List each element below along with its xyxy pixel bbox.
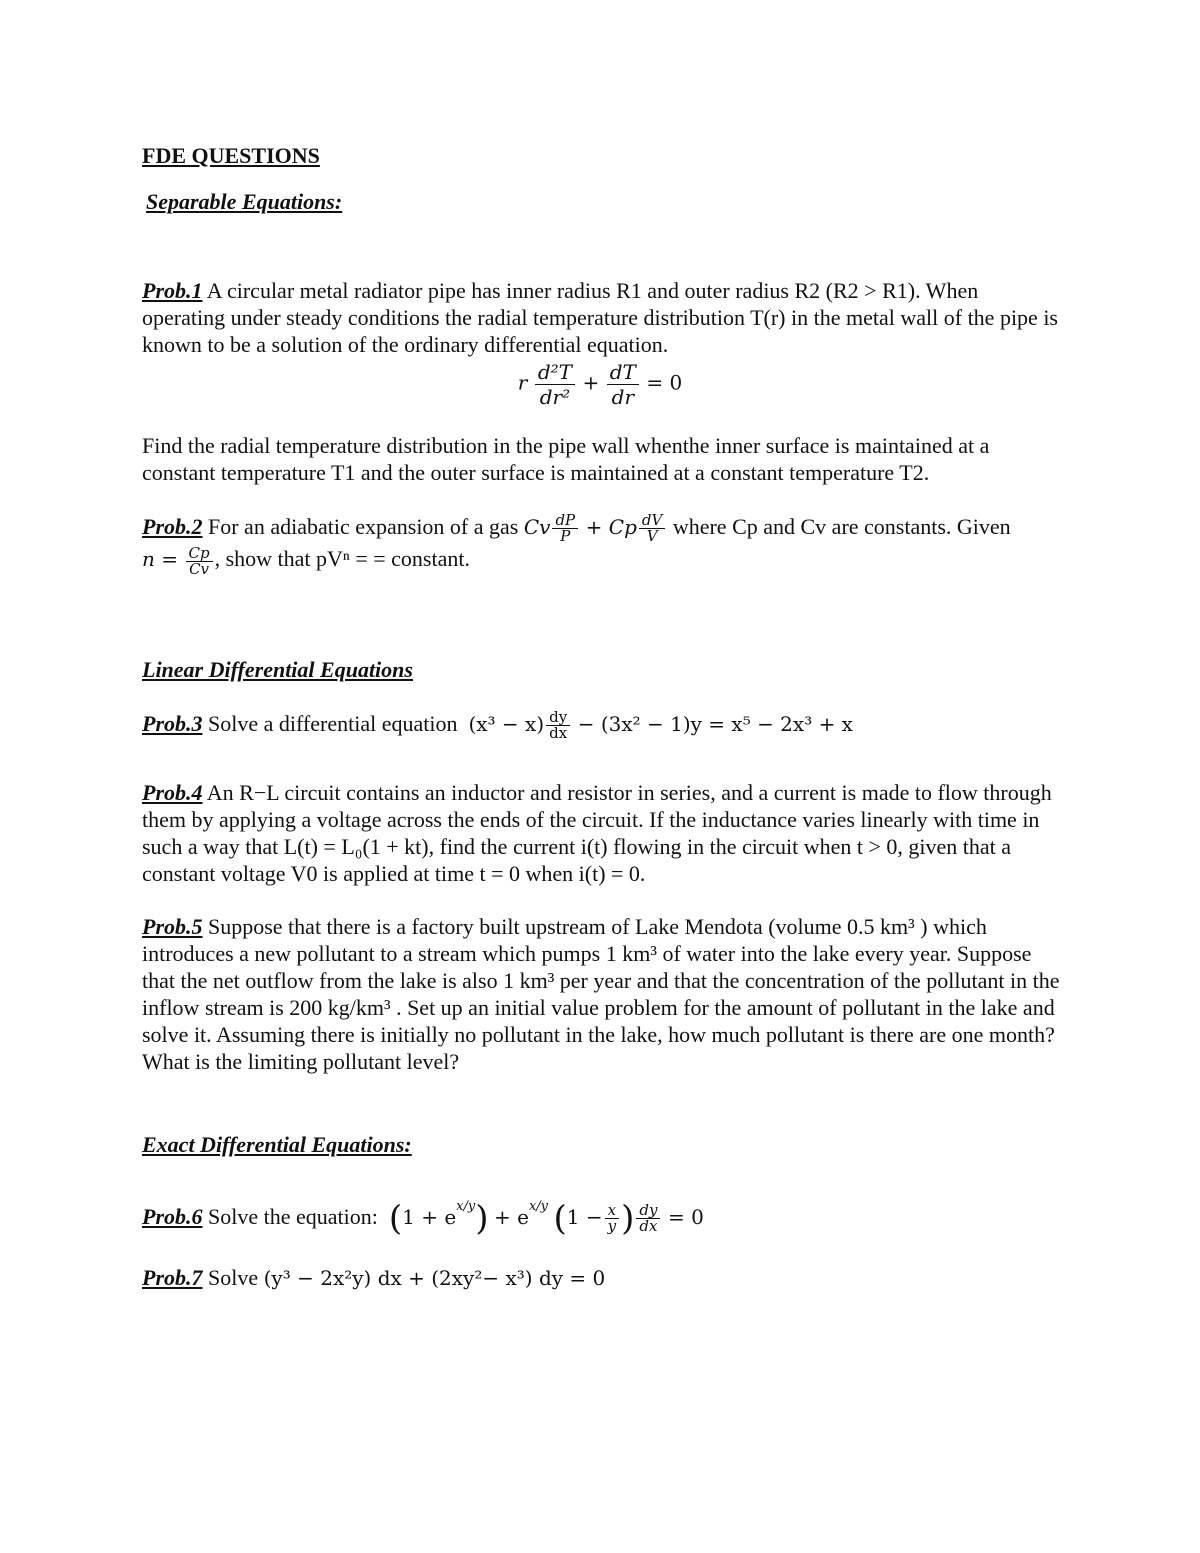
problem-label: Prob.1: [142, 278, 203, 303]
eq-term: − (3x² − 1)y = x⁵ − 2x³ + x: [577, 712, 853, 736]
denominator: Cv: [189, 559, 210, 578]
numerator: dV: [639, 513, 665, 529]
denominator: V: [646, 527, 658, 546]
eq-term: = 0: [646, 370, 683, 395]
denominator: dr: [611, 385, 635, 409]
fraction: [552, 513, 578, 544]
problem-text: , show that pVⁿ = = constant.: [214, 546, 470, 572]
eq-term: (x³ − x): [468, 712, 545, 736]
problem-4: [142, 779, 1062, 887]
numerator: d²T: [535, 360, 575, 385]
denominator: P: [560, 527, 571, 546]
denominator: dr²: [539, 385, 571, 409]
fraction: [605, 1203, 619, 1234]
paren: ): [475, 1198, 489, 1239]
fraction: [186, 543, 213, 578]
problem-label: Prob.6: [142, 1204, 203, 1229]
problem-label: Prob.2: [142, 514, 203, 539]
paren: (: [553, 1198, 567, 1239]
fraction: [607, 360, 639, 409]
problem-text: Solve a differential equation: [208, 711, 458, 736]
denominator: y: [607, 1217, 617, 1236]
problem-text: Solve the equation:: [208, 1204, 378, 1229]
problem-6: [142, 1193, 1062, 1239]
fraction: [639, 513, 665, 544]
eq-term: 1 + e: [402, 1205, 457, 1229]
exponent: x/y: [528, 1199, 549, 1214]
numerator: dT: [607, 360, 639, 385]
fraction: [636, 1203, 660, 1234]
numerator: dy: [546, 710, 570, 726]
problem-label: Prob.5: [142, 914, 203, 939]
problem-label: Prob.4: [142, 780, 203, 805]
eq-term: = 0: [667, 1205, 704, 1229]
problem-7: [142, 1264, 1062, 1292]
problem-text: For an adiabatic expansion of a gas: [208, 514, 519, 539]
eq-term: r: [517, 370, 528, 395]
exponent: x/y: [456, 1199, 476, 1214]
paren: (: [388, 1198, 403, 1239]
eq-term: Cv: [523, 515, 551, 539]
problem-label: Prob.7: [142, 1265, 203, 1290]
problem-text: A circular metal radiator pipe has inner radius R1 and outer radius R2 (R2 > R1). When operating under steady conditions the radial temperature distribution T(r) in the metal wall of the pipe is known to be a solution of the ordinary differential equation.: [142, 278, 1058, 357]
problem-text: Solve: [208, 1265, 259, 1290]
numerator: dy: [636, 1203, 660, 1219]
problem-5: [142, 913, 1062, 1075]
problem-2: [142, 512, 1062, 577]
problem-1: [142, 277, 1062, 358]
problem-1-continued: Find the radial temperature distribution in the pipe wall whenthe inner surface is maintained at a constant temperature T1 and the outer surface is maintained at a constant temperature T2.: [142, 433, 990, 485]
fraction: [546, 710, 570, 741]
page-title: FDE QUESTIONS: [142, 143, 320, 168]
eq-term: (y³ − 2x²y) dx + (2xy²− x³) dy = 0: [263, 1266, 606, 1290]
section-heading-separable: Separable Equations:: [146, 189, 343, 214]
problem-text: An R−L circuit contains an inductor and resistor in series, and a current is made to flow through them by applying a voltage across the ends of the circuit. If the inductance varies linearly with time in such a way that L(t) = L₀(1 + kt), find the current i(t) flowing in the circuit when t > 0, given that a constant voltage V0 is applied at time t = 0 when i(t) = 0.: [142, 780, 1052, 886]
eq-term: + e: [494, 1205, 529, 1229]
denominator: dx: [639, 1217, 658, 1236]
problem-3: [142, 710, 1062, 741]
numerator: Cp: [186, 546, 213, 562]
paren: ): [621, 1198, 635, 1239]
numerator: dP: [552, 513, 578, 529]
eq-term: + Cp: [585, 515, 637, 539]
section-heading-linear: Linear Differential Equations: [142, 657, 413, 682]
equation-1: [0, 360, 1200, 409]
fraction: [535, 360, 575, 409]
section-heading-exact: Exact Differential Equations:: [142, 1132, 412, 1157]
problem-text: where Cp and Cv are constants. Given: [672, 514, 1011, 539]
eq-term: 1 −: [566, 1205, 603, 1229]
denominator: dx: [549, 724, 568, 743]
numerator: x: [605, 1203, 619, 1219]
eq-term: n =: [142, 547, 178, 572]
eq-operator: +: [582, 370, 600, 395]
problem-label: Prob.3: [142, 711, 203, 736]
problem-text: Suppose that there is a factory built upstream of Lake Mendota (volume 0.5 km³ ) which introduces a new pollutant to a stream which pumps 1 km³ of water into the lake every year. Suppose that the net outflow from the lake is also 1 km³ per year and that the concentration of the pollutant in the inflow stream is 200 kg/km³ . Set up an initial value problem for the amount of pollutant in the lake and solve it. Assuming there is initially no pollutant in the lake, how much pollutant is there are one month? What is the limiting pollutant level?: [142, 914, 1060, 1074]
